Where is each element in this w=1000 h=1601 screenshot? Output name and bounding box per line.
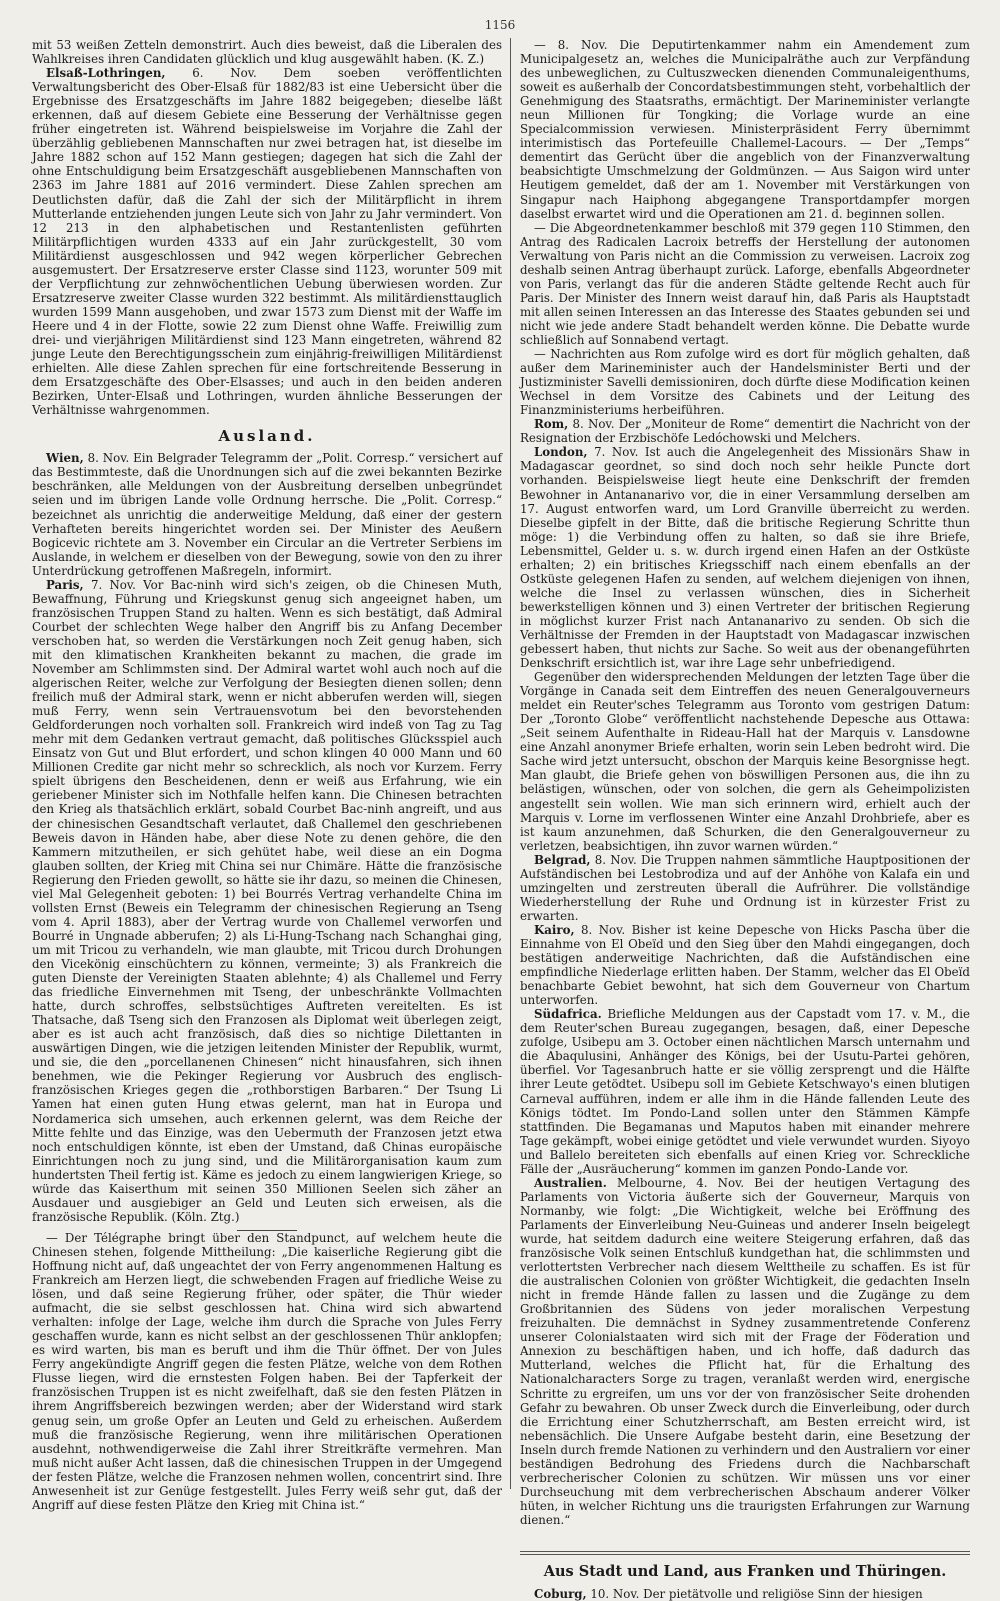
article-telegraphe: — Der Télégraphe bringt über den Standpunct, auf welchem heute die Chinesen stehen, folgende Mittheilung: „Die kaiserliche Regierung gibt die Hoffnung nicht auf, daß ungeachtet der von Ferry angenommenen Haltung es Frankreich am Herzen liegt, die schwebenden Fragen auf friedliche Weise zu lösen, und daß seine Regierung früher, oder später, die Thür wieder aufmacht, die sie selbst geschlossen hat. China wird sich abwartend verhalten: infolge der Lage, welche ihm durch die Sprache von Jules Ferry geschaffen wurde, kann es nicht selbst an der geschlossenen Thür anklopfen; es wird warten, bis man es beruft und ihm die Thür öffnet. Der von Jules Ferry angekündigte Angriff gegen die festen Plätze, welche von dem Rothen Flusse liegen, wird die ernstesten Folgen haben. Bei der Tapferkeit der französischen Truppen ist es nicht zweifelhaft, daß sie den festen Plätzen in ihrem Angriffsbereich bezwingen werden; aber der Widerstand wird stark genug sein, um große Opfer an Leuten und Geld zu erheischen. Außerdem muß die französische Regierung, wenn ihre militärischen Operationen ausdehnt, nothwendigerweise die Zahl ihrer Streitkräfte vermehren. Man muß nicht außer Acht lassen, daß die chinesischen Truppen in der Umgegend der festen Plätze, welche die Franzosen nehmen wollen, concentrirt sind. Ihre Anwesenheit ist zur Genüge festgestellt. Jules Ferry weiß sehr gut, daß der Angriff auf diese festen Plätze den Krieg mit China ist.“ bbox=[32, 1230, 502, 1512]
section-divider bbox=[520, 1551, 970, 1555]
text-coburg: 10. Nov. Der pietätvolle und religiöse Sinn der hiesigen bbox=[590, 1587, 923, 1601]
section-title-heimat: Aus Stadt und Land, aus Franken und Thüringen. bbox=[543, 1562, 947, 1580]
article-london bbox=[520, 445, 970, 670]
article-coburg bbox=[520, 1587, 970, 1601]
dateline-wien: Wien, bbox=[46, 451, 84, 466]
text-kairo: 8. Nov. Bisher ist keine Depesche von Hicks Pascha über die Einnahme von El Obeïd und den Sieg über den Mahdi eingegangen, doch bestätigen anderweitige Nachrichten, daß die Aufständischen eine empfindliche Niederlage erlitten haben. Der Stamm, welcher das El Obeïd benachbarte Gebiet bewohnt, hat sich dem Gouverneur von Chartum unterworfen. bbox=[520, 922, 971, 1008]
article-deputirtenkammer: — 8. Nov. Die Deputirtenkammer nahm ein Amendement zum Municipalgesetz an, welches die Municipalräthe auch zur Verpfändung des unbeweglichen, zu Cultuszwecken dienenden Communaleigenthums, soweit es außerhalb der Concordatsbestimmungen steht, vorbehaltlich der Genehmigung des Staatsraths, ermächtigt. Der Marineminister verlangte neun Millionen für Tongking; die Vorlage wurde an eine Specialcommission verwiesen. Ministerpräsident Ferry übernimmt interimistisch das Portefeuille Challemel-Lacours. — Der „Temps“ dementirt das Gerücht über die angeblich von der Finanzverwaltung beabsichtigte Umschmelzung der Goldmünzen. — Aus Saigon wird unter Heutigem gemeldet, daß der am 1. November mit Verstärkungen von Singapur nach Haiphong abgegangene Transportdampfer morgen daselbst erwartet wird und die Operationen am 21. d. beginnen sollen. bbox=[520, 38, 970, 221]
left-column bbox=[32, 38, 503, 1512]
text-suedafrica: Briefliche Meldungen aus der Capstadt vom 17. v. M., die dem Reuter'schen Bureau zugegangen, besagen, daß, einer Depesche zufolge, Usibepu am 3. October einen nächtlichen Marsch unternahm und die Abaqulusini, Anhänger des Königs, bei der Usutu-Partei gehören, überfiel. Vor Tagesanbruch hatte er sie völlig zersprengt und die Hälfte ihrer Leute getödtet. Usibepu soll im Gebiete Ketschwayo's einen blutigen Carneval aufführen, indem er alle ihm in die Hände fallenden Leute des Königs tödtet. Im Pondo-Land sollen unter den Stämmen Kämpfe stattfinden. Die Begamanas und Maputos haben mit einander mehrere Tage gekämpft, wobei einige getödtet und viele verwundet wurden. Siyoyo und Ballelo bereiteten sich ebenfalls auf einen Krieg vor. Schreckliche Fälle der „Ausräucherung“ kommen im ganzen Pondo-Lande vor. bbox=[520, 1007, 970, 1176]
article-canada: Gegenüber den widersprechenden Meldungen der letzten Tage über die Vorgänge in Canada seit dem Eintreffen des neuen Generalgouverneurs meldet ein Reuter'sches Telegramm aus Toronto vom gestrigen Datum: Der „Toronto Globe“ veröffentlicht nachstehende Depesche aus Ottawa: „Seit seinem Aufenthalte in Rideau-Hall hat der Marquis v. Lansdowne eine Anzahl anonymer Briefe erhalten, worin sein Leben bedroht wird. Die Sache wird jetzt untersucht, obschon der Marquis keine Besorgnisse hegt. Man glaubt, die Briefe gehen von böswilligen Personen aus, die ihn zu belästigen, wünschen, oder von solchen, die gern als Geheimpolizisten angestellt sein wollen. Wie man sich erinnern wird, erhielt auch der Marquis v. Lorne im verflossenen Winter eine Anzahl Drohbriefe, aber es ist kaum anzunehmen, daß Schurken, die den Generalgouverneur zu verletzen, beabsichtigen, ihn zuvor warnen würden.“ bbox=[520, 670, 970, 853]
page-number: 1156 bbox=[484, 18, 516, 32]
text-belgrad: 8. Nov. Die Truppen nahmen sämmtliche Hauptpositionen der Aufständischen bei Lestobrodiza und auf der Anhöhe von Kalafa ein und umzingelten und zerstreuten überall die Aufrührer. Die vollständige Wiederherstellung der Ruhe und Ordnung ist in kürzester Frist zu erwarten. bbox=[520, 852, 971, 923]
dateline-coburg: Coburg, bbox=[534, 1587, 587, 1601]
article-elsass bbox=[32, 66, 502, 417]
article-wien bbox=[32, 451, 502, 577]
source-koeln: (Köln. Ztg.) bbox=[171, 1209, 240, 1224]
text-wien: 8. Nov. Ein Belgrader Telegramm der „Polit. Corresp.“ versichert auf das Bestimmteste, daß die Unordnungen sich auf die zwei bekannten Bezirke beschränken, alle Meldungen von der Ausbreitung derselben unbegründet seien und im übrigen Lande volle Ordnung herrsche. Die „Polit. Corresp.“ bezeichnet als unrichtig die anderweitige Meldung, daß einer der gestern Verhafteten bereits hingerichtet worden sei. Der Minister des Aeußern Bogicevic richtete am 3. November ein Circular an die Vertreter Serbiens im Auslande, in welchem er dieselben von der Bewegung, sowie von den zu ihrer Unterdrückung getroffenen Maßregeln, informirt. bbox=[32, 451, 502, 578]
article-abgeordnetenkammer: — Die Abgeordnetenkammer beschloß mit 379 gegen 110 Stimmen, den Antrag des Radicalen Lacroix betreffs der Herstellung der autonomen Verwaltung von Paris nicht an die Commission zu verweisen. Lacroix zog deshalb seinen Antrag überhaupt zurück. Laforge, ebenfalls Abgeordneter von Paris, verlangt das für die anderen Städte geltende Recht auch für Paris. Der Minister des Innern weist darauf hin, daß Paris als Hauptstadt mit allen seinen Interessen an das Interesse des Staates gebunden sei und nicht wie jede andere Stadt behandelt werden könne. Die Debatte wurde schließlich auf Sonnabend vertagt. bbox=[520, 220, 970, 347]
text-elsass: 6. Nov. Dem soeben veröffentlichten Verwaltungsbericht des Ober-Elsaß für 1882/83 ist eine Uebersicht über die Ergebnisse des Ersatzgeschäfts im Jahre 1882 beigegeben; dieselbe läßt erkennen, daß auf diesem Gebiete eine Besserung der Verhältnisse gegen früher eingetreten ist. Während beispielsweise im Vorjahre die Zahl der überzählig gebliebenen Mannschaften nur zwei betragen hat, ist dieselbe im Jahre 1882 schon auf 152 Mann gestiegen; dagegen hat sich die Zahl der ohne Entschuldigung beim Ersatzgeschäft ausgebliebenen Mannschaften von 2363 im Jahre 1881 auf 2016 vermindert. Diese Zahlen sprechen am Deutlichsten dafür, daß die Zahl der sich der Militärpflicht in ihrem Mutterlande entziehenden jungen Leute sich von Jahr zu Jahr vermindert. Von 12 213 in den alphabetischen und Restantenlisten geführten Militärpflichtigen wurden 4333 auf ein Jahr zurückgestellt, 30 vom Militärdienst ausgeschlossen und 942 wegen körperlicher Gebrechen ausgemustert. Der Ersatzreserve erster Classe sind 1123, worunter 509 mit der Verpflichtung zur zehnwöchentlichen Uebung überwiesen worden. Zur Ersatzreserve zweiter Classe wurden 322 bestimmt. Als militärdiensttauglich wurden 1599 Mann ausgehoben, und zwar 1573 zum Dienst mit der Waffe im Heere und 4 in der Flotte, sowie 22 zum Dienst ohne Waffe. Freiwillig zum drei- und vierjährigen Militärdienst sind 123 Mann eingetreten, während 82 junge Leute den Berechtigungsschein zum einjährig-freiwilligen Militärdienst erhielten. Alle diese Zahlen sprechen für eine fortschreitende Besserung in dem Ersatzgeschäfte des Ober-Elsasses; und auch in den beiden anderen Bezirken, Unter-Elsaß und Lothringen, wurden ähnliche Besserungen der Verhältnisse wahrgenommen. bbox=[32, 66, 503, 418]
dateline-paris: Paris, bbox=[46, 577, 84, 592]
dateline-rom: Rom, bbox=[534, 417, 569, 432]
article-rom-nachrichten: — Nachrichten aus Rom zufolge wird es dort für möglich gehalten, daß außer dem Marineminister auch der Handelsminister Berti und der Justizminister Savelli demissioniren, doch dürfte diese Modification keinen Wechsel in dem Vorsitze des Cabinets und der Leitung des Finanzministeriums herbeiführen. bbox=[520, 347, 970, 418]
text-paris: 7. Nov. Vor Bac-ninh wird sich's zeigen, ob die Chinesen Muth, Bewaffnung, Führung und Kriegskunst genug sich angeeignet haben, um französischen Truppen Stand zu halten. Wenn es sich bestätigt, daß Admiral Courbet der schlechten Wege halber den Angriff bis zu Anfang December verschoben hat, so werden die Verstärkungen noch Zeit genug haben, sich mit den klimatischen Krankheiten bekannt zu machen, die grade im November am Schlimmsten sind. Der Admiral wartet wohl auch noch auf die algerischen Reiter, welche zur Verfolgung der Besiegten dienen sollen; denn freilich muß der Admiral stark, wenn er nicht abberufen werden will, siegen muß Ferry, wenn sein Vertrauensvotum bei den bevorstehenden Geldforderungen noch vorhalten soll. Frankreich wird indeß von Tag zu Tag mehr mit dem Gedanken vertraut gemacht, daß politisches Glücksspiel auch Einsatz von Gut und Blut erfordert, und schon klingen 40 000 Mann und 60 Millionen Credite gar nicht mehr so schrecklich, als noch vor Kurzem. Ferry spielt übrigens den Bescheidenen, denn er weiß aus Erfahrung, wie ein geriebener Minister sich im Nothfalle helfen kann. Die Chinesen betrachten den Krieg als thatsächlich erklärt, sobald Courbet Bac-ninh angreift, und aus der chinesischen Gesandtschaft verlautet, daß Challemel den geschriebenen Beweis davon in Händen habe, aber diese Note zu denen gehöre, die den Kammern mitzutheilen, er sich gehütet habe, weil diese an ein Dogma glauben sollten, der Krieg mit China sei nur Chimäre. Hätte die französische Regierung den Frieden gewollt, so hätte sie ihr dazu, so meinen die Chinesen, viel Mal Gelegenheit geboten: 1) bei Bourrés Vertrag verhandelte China im vollsten Ernst (Beweis ein Telegramm der chinesischen Regierung an Tseng vom 4. April 1883), aber der Vertrag wurde von Challemel verworfen und Bourré in Ungnade abberufen; 2) als Li-Hung-Tschang nach Schanghai ging, um mit Tricou zu verhandeln, wie man glaubte, mit Tricou durch Drohungen den Vicekönig einschüchtern zu können, vermeinte; 3) als Frankreich die guten Dienste der Vereinigten Staaten ablehnte; 4) als Challemel und Ferry das friedliche Einvernehmen mit Tseng, der unbeschränkte Vollmachten hatte, durch schroffes, selbstsüchtiges Auftreten vereitelten. Es ist Thatsache, daß Tseng sich den Franzosen als Diplomat weit überlegen zeigt, aber es ist auch acht französisch, daß dies so nichtige Dilettanten in auswärtigen Dingen, wie die jetzigen leitenden Minister der Republik, wurmt, und sie, die den „porcellanenen Chinesen“ nicht hinausfahren, sich ihnen benehmen, wie die Pekinger Regierung vor Ausbruch des englisch-französischen Krieges gegen die „rothborstigen Barbaren.“ Der Tsung Li Yamen hat einen guten Hung etwas gelernt, man hat in Europa und Nordamerica sich umsehen, auch erkennen gelernt, was dem Reiche der Mitte fehlte und das Einzige, was den Uebermuth der Franzosen jetzt etwa noch entschuldigen könnte, ist eben der Umstand, daß Chinas europäische Einrichtungen noch zu jung sind, und die Militärorganisation kaum zum hundertsten Theil fertig ist. Käme es jedoch zu einem langwierigen Kriege, so würde das Kaiserthum mit seinen 350 Millionen Seelen sich zäher an Ausdauer und ausgiebiger an Geld und Leuten sich erweisen, als die französische Republik. bbox=[32, 577, 502, 1224]
article-wahl-end: mit 53 weißen Zetteln demonstrirt. Auch dies beweist, daß die Liberalen des Wahlkreises ihren Candidaten glücklich und klug ausgewählt haben. (K. Z.) bbox=[32, 38, 502, 67]
text-rom: 8. Nov. Der „Moniteur de Rome“ dementirt die Nachricht von der Resignation der Erzbischöfe Ledóchowski und Melchers. bbox=[520, 417, 970, 446]
dateline-suedafrica: Südafrica. bbox=[534, 1007, 602, 1022]
text-london: 7. Nov. Ist auch die Angelegenheit des Missionärs Shaw in Madagascar geordnet, so sind doch noch sehr heikle Puncte dort vorhanden. Beispielsweise liegt heute eine Denkschrift der fremden Bewohner in Antananarivo vor, die in einer Versammlung derselben am 17. August entworfen ward, um Lord Granville überreicht zu werden. Dieselbe gipfelt in der Bitte, daß die britische Regierung Schritte thun möge: 1) die Verbindung offen zu halten, so daß sie ihre Briefe, Lebensmittel, Gelder u. s. w. durch irgend einen Hafen an der Ostküste erhalten; 2) ein britisches Kriegsschiff nach einem ebenfalls an der Ostküste gelegenen Hafen zu senden, auf welchem diejenigen von ihnen, welche die Insel zu verlassen wünschen, dies in Sicherheit bewerkstelligen können und 3) einen Vertreter der britischen Regierung in möglichst kurzer Frist nach Antananarivo zu senden. Ob sich die Verhältnisse der Fremden in der Hauptstadt von Madagascar inzwischen gebessert haben, thut nichts zur Sache. So weit aus der obenangeführten Denkschrift ersichtlich ist, war ihre Lage sehr unbefriedigend. bbox=[520, 445, 970, 671]
dateline-elsass: Elsaß-Lothringen, bbox=[46, 66, 166, 81]
dateline-belgrad: Belgrad, bbox=[534, 852, 591, 867]
dateline-london: London, bbox=[534, 445, 588, 460]
article-belgrad bbox=[520, 853, 970, 923]
article-kairo bbox=[520, 923, 970, 1007]
article-paris bbox=[32, 578, 502, 1224]
article-australien bbox=[520, 1176, 970, 1527]
article-rom bbox=[520, 417, 970, 445]
dateline-kairo: Kairo, bbox=[534, 922, 575, 937]
text-australien: Melbourne, 4. Nov. Bei der heutigen Vertagung des Parlaments von Victoria äußerte sich der Gouverneur, Marquis von Normanby, wie folgt: „Die Wichtigkeit, welche bei Eröffnung des Parlaments der Einverleibung Neu-Guineas und anderer Inseln beigelegt wurde, hat seitdem dadurch eine weitere Steigerung erfahren, daß das französische Volk seinen Entschluß kundgethan hat, die schlimmsten und verlottertsten Verbrecher nach diesem Welttheile zu schaffen. Es ist für die australischen Colonien von größter Wichtigkeit, die gedachten Inseln nicht in fremde Hände fallen zu lassen und die Zugänge zu dem Großbritannien des Südens von jeder moralischen Verpestung freizuhalten. Die demnächst in Sydney zusammentretende Conferenz unserer Colonialstaaten wird sich mit der Frage der Föderation und Annexion zu beschäftigen haben, und ich hoffe, daß dadurch das Mutterland, welches die Pflicht hat, für die Erhaltung des Nationalcharacters Sorge zu tragen, veranlaßt werden wird, energische Schritte zu ergreifen, um uns vor der von französischer Seite drohenden Gefahr zu bewahren. Ob unser Zweck durch die Einverleibung, oder durch die Errichtung einer Schutzherrschaft, am Besten erreicht wird, ist nebensächlich. Die Unsere Aufgabe besteht darin, eine Besetzung der Inseln durch fremde Nationen zu verhindern und den Australiern vor einer beständigen Bedrohung des Friedens durch die Nachbarschaft verbrecherischer Colonien zu schützen. Wir müssen uns vor einer Durchseuchung mit dem verbrecherischen Abschaum anderer Völker hüten, in welcher Richtung uns die traurigsten Erfahrungen zur Warnung dienen.“ bbox=[520, 1175, 971, 1527]
column-divider bbox=[510, 38, 511, 1489]
section-title-ausland: Ausland. bbox=[218, 427, 316, 446]
article-suedafrica bbox=[520, 1007, 970, 1176]
dateline-australien: Australien. bbox=[534, 1175, 607, 1190]
right-column bbox=[520, 38, 971, 1601]
